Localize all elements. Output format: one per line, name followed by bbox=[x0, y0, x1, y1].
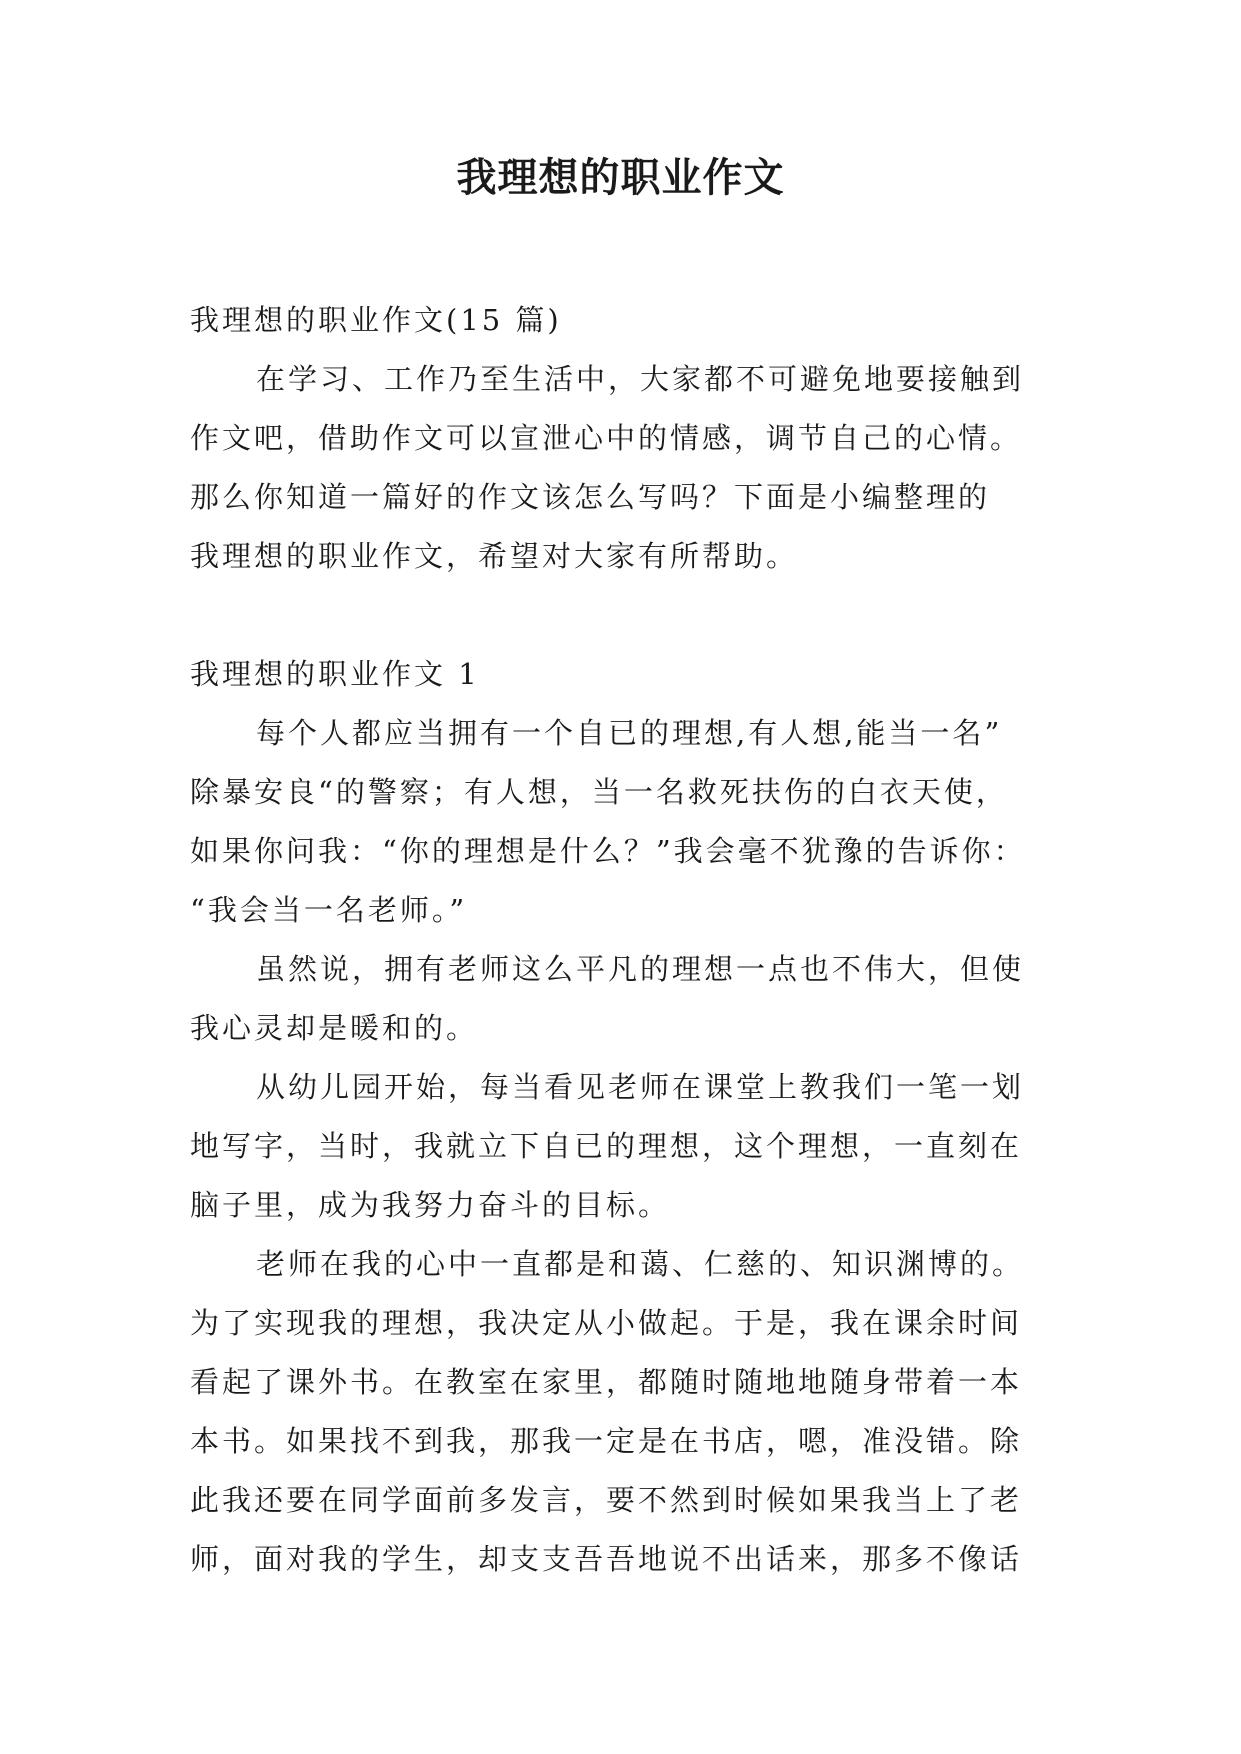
body-line: 此我还要在同学面前多发言，要不然到时候如果我当上了老 bbox=[190, 1483, 1023, 1517]
body-line: 虽然说，拥有老师这么平凡的理想一点也不伟大，但使 bbox=[256, 952, 1025, 986]
body-line: 如果你问我：“你的理想是什么？”我会毫不犹豫的告诉你： bbox=[190, 834, 1026, 868]
document-body bbox=[190, 291, 1090, 1589]
body-line: 除暴安良“的警察；有人想，当一名救死扶伤的白衣天使， bbox=[190, 775, 1008, 809]
body-line: 每个人都应当拥有一个自已的理想,有人想,能当一名” bbox=[256, 716, 1003, 750]
body-line: 看起了课外书。在教室在家里，都随时随地地随身带着一本 bbox=[190, 1365, 1023, 1399]
document-title: 我理想的职业作文 bbox=[456, 155, 785, 201]
intro-line: 那么你知道一篇好的作文该怎么写吗？下面是小编整理的 bbox=[190, 480, 991, 514]
section-heading: 我理想的职业作文 1 bbox=[190, 657, 480, 691]
body-line: 脑子里，成为我努力奋斗的目标。 bbox=[190, 1188, 671, 1222]
body-line: 地写字，当时，我就立下自已的理想，这个理想，一直刻在 bbox=[190, 1129, 1023, 1163]
intro-line: 作文吧，借助作文可以宣泄心中的情感，调节自己的心情。 bbox=[190, 421, 1023, 455]
body-line: 本书。如果找不到我，那我一定是在书店，嗯，准没错。除 bbox=[190, 1424, 1023, 1458]
body-line: 老师在我的心中一直都是和蔼、仁慈的、知识渊博的。 bbox=[256, 1247, 1025, 1281]
body-line: 我心灵却是暖和的。 bbox=[190, 1011, 479, 1045]
intro-line: 在学习、工作乃至生活中，大家都不可避免地要接触到 bbox=[256, 362, 1025, 396]
body-line: “我会当一名老师。” bbox=[190, 893, 468, 927]
document-subtitle: 我理想的职业作文(15 篇) bbox=[190, 303, 562, 337]
body-line: 师，面对我的学生，却支支吾吾地说不出话来，那多不像话 bbox=[190, 1542, 1023, 1576]
body-line: 为了实现我的理想，我决定从小做起。于是，我在课余时间 bbox=[190, 1306, 1023, 1340]
intro-line: 我理想的职业作文，希望对大家有所帮助。 bbox=[190, 539, 799, 573]
body-line: 从幼儿园开始，每当看见老师在课堂上教我们一笔一划 bbox=[256, 1070, 1025, 1104]
paragraph-gap bbox=[190, 586, 1090, 645]
